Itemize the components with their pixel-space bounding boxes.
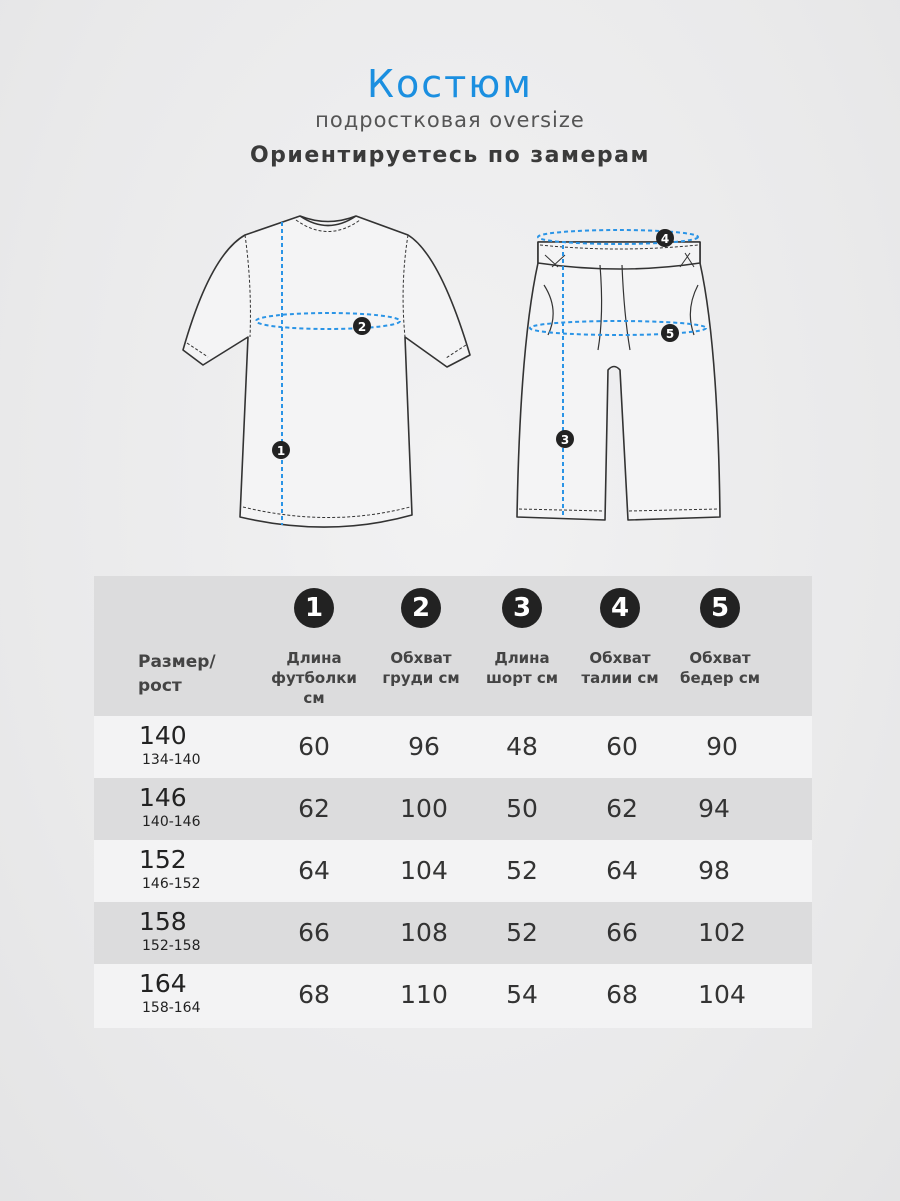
col-header-shorts-length: Длина шорт см (485, 649, 559, 687)
col-header-tshirt-length: Длина футболки см (271, 649, 357, 707)
col-header-chest: Обхват груди см (382, 649, 460, 687)
col-number-1: 1 (294, 588, 334, 628)
svg-text:1: 1 (276, 444, 286, 458)
table-header (94, 576, 812, 716)
col-header-hips: Обхват бедер см (679, 649, 761, 687)
svg-text:4: 4 (660, 232, 670, 246)
shorts-drawing (517, 242, 720, 520)
svg-text:3: 3 (560, 433, 570, 447)
col-header-waist: Обхват талии см (581, 649, 659, 687)
marker-3 (556, 430, 574, 448)
marker-5 (661, 324, 679, 342)
svg-text:5: 5 (665, 327, 675, 341)
page-subtitle: подростковая oversize (315, 108, 585, 132)
marker-1 (272, 441, 290, 459)
measure-heading: Ориентируетесь по замерам (249, 143, 651, 168)
tshirt-drawing (183, 216, 470, 527)
col-number-4: 4 (600, 588, 640, 628)
svg-text:2: 2 (357, 320, 367, 334)
page-title: Костюм (367, 62, 533, 106)
garment-illustration (0, 195, 900, 555)
marker-4 (656, 229, 674, 247)
table-row: 140 134-140 60 96 48 60 90 (94, 716, 812, 778)
size-table (94, 576, 812, 1028)
size-column-header: Размер/ рост (138, 652, 216, 696)
marker-2 (353, 317, 371, 335)
table-row: 164 158-164 68 110 54 68 104 (94, 964, 812, 1028)
table-row: 152 146-152 64 104 52 64 98 (94, 840, 812, 902)
col-number-3: 3 (502, 588, 542, 628)
col-number-2: 2 (401, 588, 441, 628)
col-number-5: 5 (700, 588, 740, 628)
table-row: 158 152-158 66 108 52 66 102 (94, 902, 812, 964)
table-row: 146 140-146 62 100 50 62 94 (94, 778, 812, 840)
